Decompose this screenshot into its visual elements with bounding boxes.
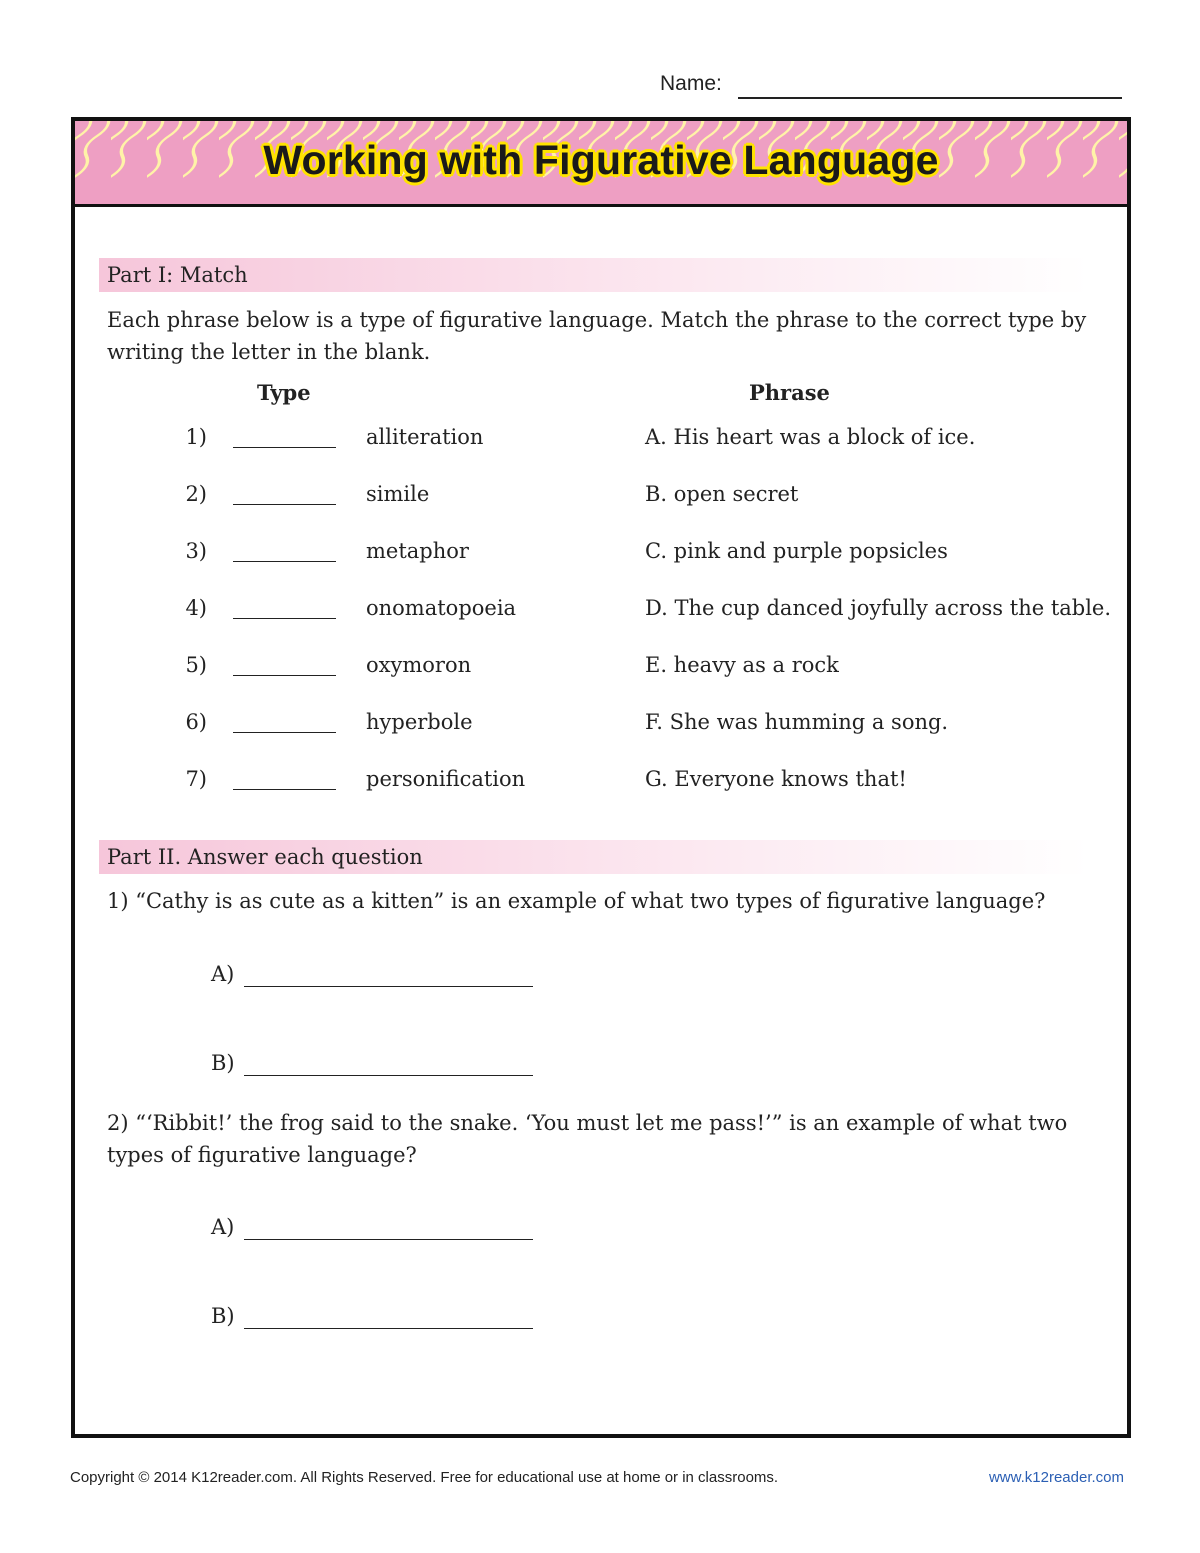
answer-line[interactable] (244, 1239, 533, 1240)
answer-blank[interactable] (233, 561, 336, 562)
answer-line[interactable] (244, 1328, 533, 1329)
row-number: 6) (185, 710, 207, 734)
match-row (75, 710, 1127, 740)
row-number: 7) (185, 767, 207, 791)
phrase-label: B. open secret (645, 482, 799, 506)
part1-heading: Part I: Match (99, 258, 1089, 292)
q2-answer-a (211, 1215, 234, 1239)
match-row (75, 653, 1127, 683)
match-row (75, 596, 1127, 626)
match-row (75, 482, 1127, 512)
answer-blank[interactable] (233, 675, 336, 676)
answer-blank[interactable] (233, 504, 336, 505)
answer-line[interactable] (244, 986, 533, 987)
question-2: 2) “‘Ribbit!’ the frog said to the snake. ‘You must let me pass!’” is an example of what two types of figurative language? (107, 1111, 1068, 1167)
answer-blank[interactable] (233, 789, 336, 790)
worksheet-title: Working with Figurative Language (263, 137, 939, 183)
row-number: 5) (185, 653, 207, 677)
answer-blank[interactable] (233, 732, 336, 733)
q1-answer-a (211, 962, 234, 986)
phrase-label: A. His heart was a block of ice. (645, 425, 976, 449)
type-column-header: Type (257, 380, 311, 405)
copyright-text: Copyright © 2014 K12reader.com. All Rights Reserved. Free for educational use at home or in classrooms. (70, 1469, 779, 1486)
answer-b-label: B) (211, 1304, 235, 1328)
part2-heading: Part II. Answer each question (99, 840, 1089, 874)
title-banner (75, 121, 1127, 207)
type-label: hyperbole (366, 710, 473, 734)
match-row (75, 767, 1127, 797)
phrase-label: E. heavy as a rock (645, 653, 839, 677)
q1-answer-b (211, 1051, 235, 1075)
match-row (75, 539, 1127, 569)
website-link[interactable]: www.k12reader.com (988, 1469, 1124, 1486)
name-blank[interactable] (738, 97, 1122, 99)
row-number: 1) (185, 425, 207, 449)
answer-a-label: A) (211, 1215, 235, 1239)
answer-b-label: B) (211, 1051, 235, 1075)
row-number: 3) (185, 539, 207, 563)
type-label: simile (366, 482, 430, 506)
phrase-label: G. Everyone knows that! (645, 767, 907, 791)
row-number: 4) (185, 596, 207, 620)
question-1: 1) “Cathy is as cute as a kitten” is an example of what two types of figurative language? (107, 889, 1046, 913)
answer-a-label: A) (211, 962, 235, 986)
row-number: 2) (185, 482, 207, 506)
answer-blank[interactable] (233, 618, 336, 619)
type-label: onomatopoeia (366, 596, 517, 620)
match-row (75, 425, 1127, 455)
type-label: metaphor (366, 539, 469, 563)
part1-instructions: Each phrase below is a type of figurative language. Match the phrase to the correct type by writing the letter in the blank. (107, 308, 1087, 364)
answer-blank[interactable] (233, 447, 336, 448)
name-label: Name: (660, 72, 722, 95)
phrase-column-header: Phrase (749, 380, 830, 405)
answer-line[interactable] (244, 1075, 533, 1076)
worksheet-frame (71, 117, 1131, 1438)
phrase-label: D. The cup danced joyfully across the table. (645, 596, 1112, 620)
type-label: oxymoron (366, 653, 472, 677)
type-label: alliteration (366, 425, 484, 449)
phrase-label: C. pink and purple popsicles (645, 539, 948, 563)
type-label: personification (366, 767, 526, 791)
phrase-label: F. She was humming a song. (645, 710, 949, 734)
q2-answer-b (211, 1304, 235, 1328)
